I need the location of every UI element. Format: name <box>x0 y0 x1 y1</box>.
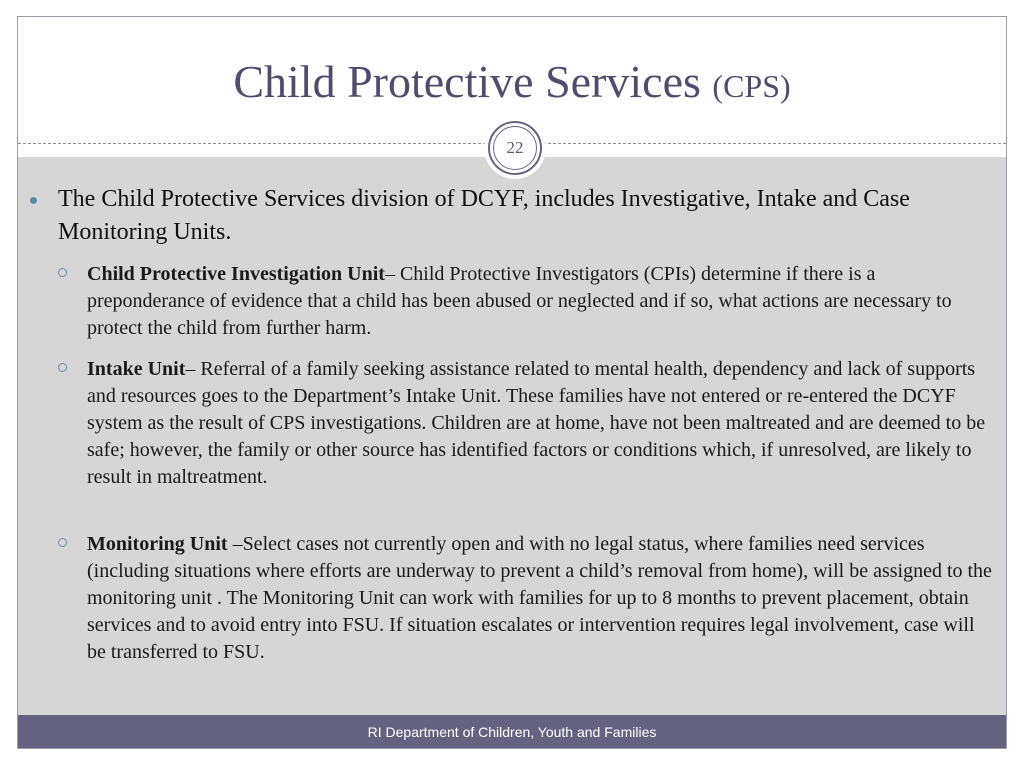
ring-bullet-icon <box>58 363 67 372</box>
sub-bullet-body: – Referral of a family seeking assistance related to mental health, dependency and lack of supports and resources goes to the Department’s Intake Unit. These families have not entered or re-entered the DCYF system as the result of CPS investigations. Children are at home, have not been maltreated and are deemed to be safe; however, the family or other source has identified factors or conditions which, if unresolved, are likely to result in maltreatment. <box>87 358 986 488</box>
sub-bullet-text <box>87 261 996 342</box>
sub-bullet-text <box>87 356 996 491</box>
sub-bullet-investigation <box>58 261 996 342</box>
page-number-badge <box>488 121 542 175</box>
slide <box>17 16 1007 749</box>
sub-bullet-body: – Child Protective Investigators (CPIs) determine if there is a preponderance of evidence that a child has been abused or neglected and if so, what actions are necessary to protect the child from further harm. <box>87 263 952 339</box>
slide-title-main: Child Protective Services <box>233 56 701 107</box>
sub-bullet-text <box>87 531 996 666</box>
sub-bullet-intake <box>58 356 996 491</box>
ring-bullet-icon <box>58 538 67 547</box>
main-bullet-text: The Child Protective Services division of DCYF, includes Investigative, Intake and Case Monitoring Units. <box>58 186 910 245</box>
sub-bullet-monitoring <box>58 531 996 666</box>
ring-bullet-icon <box>58 268 67 277</box>
sub-bullet-heading: Child Protective Investigation Unit <box>87 263 385 285</box>
sub-bullet-heading: Intake Unit <box>87 358 186 380</box>
footer-text: RI Department of Children, Youth and Families <box>367 723 657 740</box>
footer <box>18 715 1006 748</box>
page-number: 22 <box>493 126 537 170</box>
slide-title-abbr: (CPS) <box>712 68 791 104</box>
bullet-dot-icon <box>30 197 37 204</box>
slide-title <box>18 55 1006 113</box>
main-bullet <box>30 183 970 249</box>
sub-bullet-heading: Monitoring Unit <box>87 533 228 555</box>
sub-bullet-body: –Select cases not currently open and with no legal status, where families need services (including situations where efforts are underway to prevent a child’s removal from home), will be assigned to the monitoring unit . The Monitoring Unit can work with families for up to 8 months to prevent placement, obtain services and to avoid entry into FSU. If situation escalates or intervention requires legal involvement, case will be transferred to FSU. <box>87 533 992 663</box>
